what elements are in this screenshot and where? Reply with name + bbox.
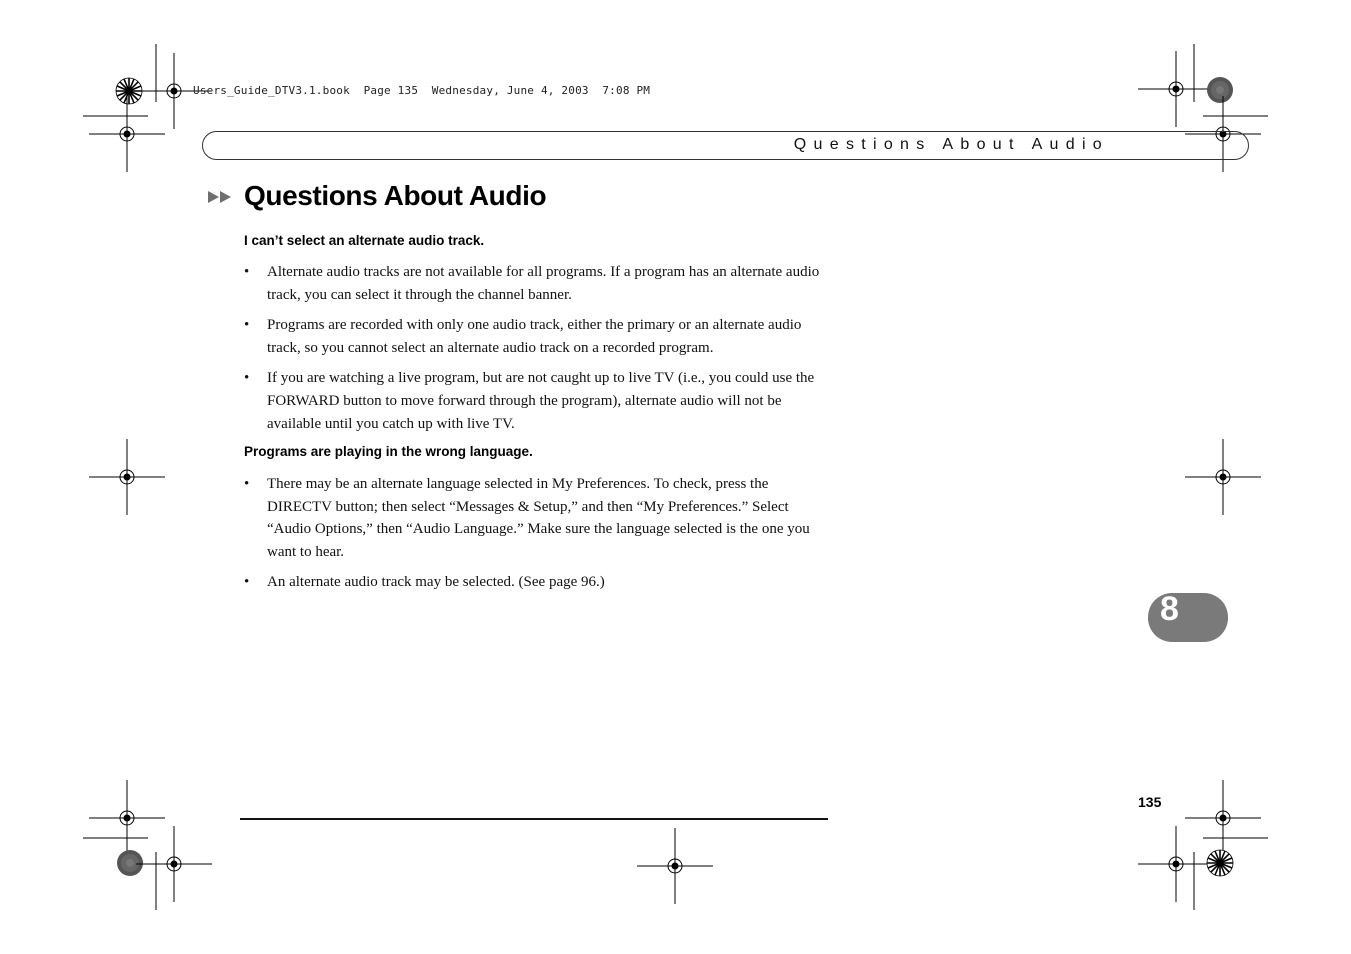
crop-registration-mark-icon bbox=[89, 96, 165, 172]
list-item bbox=[244, 261, 824, 306]
list-item bbox=[244, 473, 824, 563]
page-number: 135 bbox=[1138, 794, 1162, 810]
section-heading: Programs are playing in the wrong language. bbox=[244, 444, 533, 459]
crop-registration-mark-icon bbox=[1185, 439, 1261, 515]
title-row bbox=[208, 180, 546, 212]
print-slug: Users_Guide_DTV3.1.book Page 135 Wednesday, June 4, 2003 7:08 PM bbox=[193, 84, 651, 97]
list-item-text: An alternate audio track may be selected. (See page 96.) bbox=[267, 574, 605, 591]
section-heading: I can’t select an alternate audio track. bbox=[244, 233, 485, 248]
list-item-text: There may be an alternate language selected in My Preferences. To check, press the DIRECTV button; then select “Messages & Setup,” and then “My Preferences.” Select “Audio Options,” then “Audio Language.” Make sure the language selected is the one you want to hear. bbox=[267, 476, 810, 560]
footer-rule bbox=[240, 818, 828, 820]
crop-registration-mark-icon bbox=[637, 828, 713, 904]
crop-registration-mark-icon bbox=[136, 826, 212, 902]
crop-registration-mark-icon bbox=[1185, 780, 1261, 856]
crop-registration-mark-icon bbox=[1138, 826, 1214, 902]
list-item-text: If you are watching a live program, but are not caught up to live TV (i.e., you could use the FORWARD button to move forward through the program), alternate audio will not be available until you catch up with live TV. bbox=[267, 370, 815, 432]
starburst-target-icon bbox=[1207, 77, 1233, 103]
list-item bbox=[244, 571, 824, 594]
list-item-text: Alternate audio tracks are not available for all programs. If a program has an alternate audio track, you can select it through the channel banner. bbox=[267, 264, 820, 303]
chapter-number: 8 bbox=[1160, 590, 1179, 628]
bullet-icon: • bbox=[244, 476, 250, 492]
double-arrow-icon bbox=[208, 190, 234, 204]
starburst-target-icon bbox=[1207, 850, 1233, 876]
starburst-target-icon bbox=[117, 850, 143, 876]
bullet-icon: • bbox=[244, 264, 250, 280]
bullet-list bbox=[244, 261, 824, 435]
bullet-list bbox=[244, 473, 824, 594]
crop-registration-mark-icon bbox=[89, 780, 165, 856]
bullet-icon: • bbox=[244, 317, 250, 334]
list-item-text: Programs are recorded with only one audio track, either the primary or an alternate audio track, so you cannot select an alternate audio track on a recorded program. bbox=[267, 317, 802, 356]
crop-registration-mark-icon bbox=[1138, 51, 1214, 127]
crop-registration-mark-icon bbox=[89, 439, 165, 515]
bullet-icon: • bbox=[244, 574, 250, 591]
bullet-icon: • bbox=[244, 370, 250, 387]
list-item bbox=[244, 314, 824, 359]
page-title: Questions About Audio bbox=[244, 180, 547, 211]
list-item bbox=[244, 367, 824, 435]
running-head: Questions About Audio bbox=[793, 136, 1109, 153]
